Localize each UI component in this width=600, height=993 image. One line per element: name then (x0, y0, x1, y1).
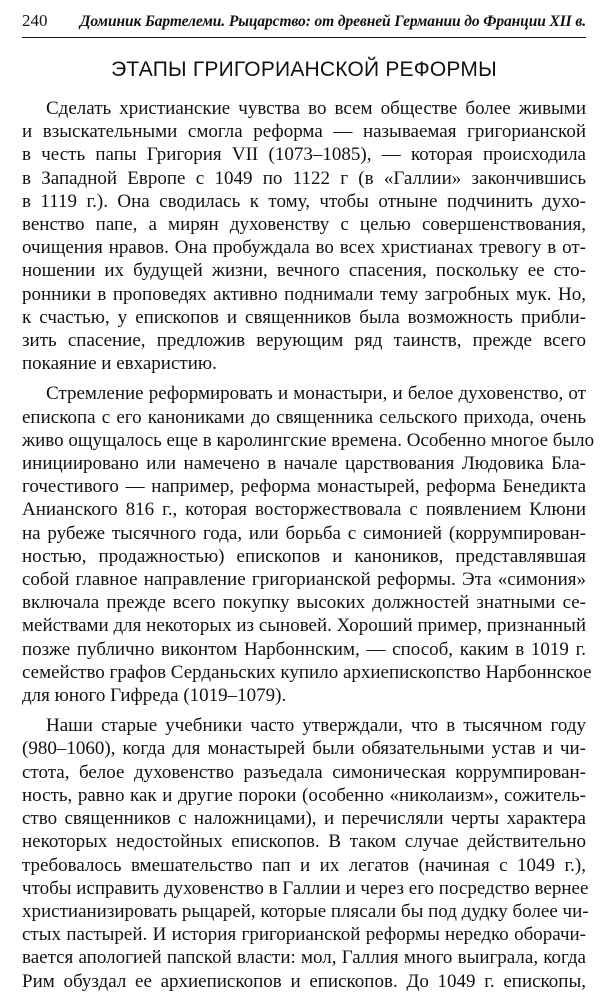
paragraph-3 (22, 714, 589, 992)
text-line: в честь папы Григория VII (1073–1085), — которая происходила (22, 144, 586, 166)
text-line: ностью, продажностью) епископов и каноников, представлявшая (22, 545, 586, 567)
running-title: Доминик Бартелеми. Рыцарство: от древней Германии до Франции XII в. (79, 13, 586, 30)
text-line: Наши старые учебники часто утверждали, что в тысячном году (46, 715, 586, 737)
text-line: инициировано или намечено в начале царствования Людовика Бла- (22, 453, 586, 475)
text-line: епископа с его канониками до священника сельского прихода, очень (22, 406, 586, 428)
text-line: чтобы исправить духовенство в Галлии и через его посредство вернее (22, 877, 589, 899)
text-line: некоторых недостойных епископов. В таком случае действительно (22, 831, 586, 853)
body-text (22, 97, 595, 993)
chapter-title: ЭТАПЫ ГРИГОРИАНСКОЙ РЕФОРМЫ (111, 58, 497, 81)
text-line: Стремление реформировать и монастыри, и белое духовенство, от (46, 383, 586, 405)
text-line: очищения нравов. Она пробуждала во всех христианах тревогу в от- (22, 237, 586, 259)
text-line: гочестивого — например, реформа монастырей, реформа Бенедикта (22, 476, 586, 498)
text-line: (980–1060), когда для монастырей были обязательными устав и чи- (22, 738, 586, 760)
text-line: вается апологией папской власти: мол, Галлия много выиграла, когда (22, 947, 586, 969)
text-line: мействами для некоторых из сыновей. Хороший пример, признанный (22, 615, 586, 637)
text-line: позже публично виконтом Нарбоннским, — способ, каким в 1019 г. (22, 638, 586, 660)
text-line: зить спасение, предложив верующим ряд таинств, прежде всего (22, 330, 586, 352)
text-line: требовалось вмешательство пап и их легатов (начиная с 1049 г.), (22, 854, 586, 876)
text-line: Анианского 816 г., которая восторжествовала с появлением Клюни (22, 499, 586, 521)
text-line: живо ощущалось еще в каролингские времена. Особенно многое было (22, 429, 595, 451)
text-line: собой главное направление григорианской реформы. Эта «симония» (22, 569, 586, 591)
text-line: к счастью, у епископов и священников была возможность прибли- (22, 306, 586, 328)
text-line: семейство графов Серданьских купило архиепископство Нарбоннское (22, 661, 592, 683)
text-line: для юного Гифреда (1019–1079). (22, 685, 287, 707)
text-line: ношении их будущей жизни, вечного спасения, поскольку ее сто- (22, 260, 586, 282)
text-line: стота, белое духовенство разъедала симоническая коррумпирован- (22, 761, 586, 783)
text-line: Рим обуздал ее архиепископов и епископов. До 1049 г. епископы, (22, 970, 586, 992)
text-line: ронники в проповедях активно поднимали тему загробных мук. Но, (22, 283, 586, 305)
text-line: венство папе, а мирян духовенству с целью совершенствования, (22, 214, 586, 236)
text-line: и взыскательными смогла реформа — называемая григорианской (22, 121, 586, 143)
paragraph-1 (22, 97, 586, 375)
running-header (22, 10, 586, 38)
text-line: Сделать христианские чувства во всем обществе более живыми (46, 98, 586, 119)
text-line: стых пастырей. И история григорианской реформы нередко оборачи- (22, 924, 586, 946)
text-line: покаяние и евхаристию. (22, 353, 217, 375)
page-number: 240 (22, 11, 48, 30)
text-line: ность, равно как и другие пороки (особенно «николаизм», сожитель- (22, 784, 586, 806)
text-line: ство священников с наложницами), и перечисляли черты характера (22, 808, 586, 830)
text-line: в Западной Европе с 1049 по 1122 г (в «Галлии» закончившись (22, 167, 586, 189)
text-line: христианизировать рыцарей, которые плясали бы под дудку более чи- (22, 900, 589, 922)
paragraph-2 (22, 382, 595, 707)
text-line: на рубеже тысячного года, или борьба с симонией (коррумпирован- (22, 522, 586, 544)
text-line: включала прежде всего покупку высоких должностей знатными се- (22, 592, 586, 614)
text-line: в 1119 г.). Она сводилась к тому, чтобы отныне подчинить духо- (22, 190, 586, 212)
